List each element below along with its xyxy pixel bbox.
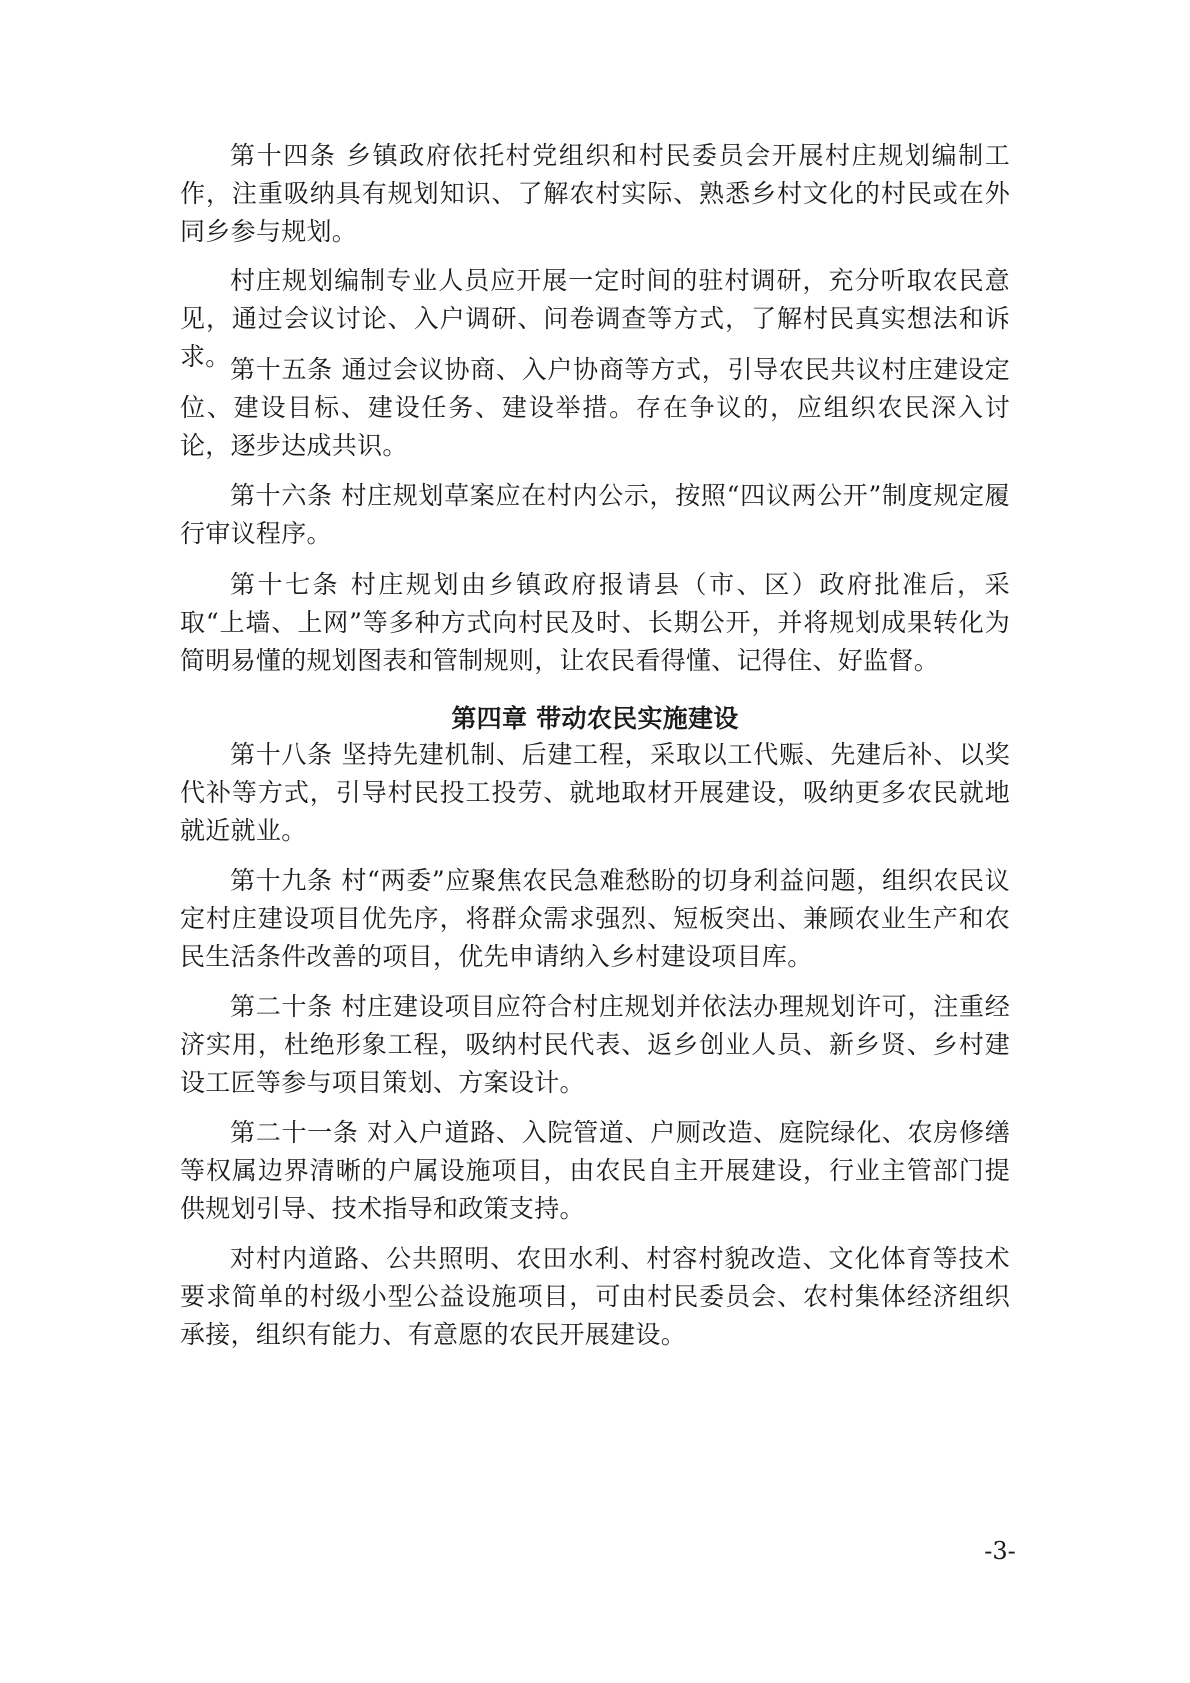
article-18-paragraph: 第十八条 坚持先建机制、后建工程，采取以工代赈、先建后补、以奖代补等方式，引导村民投工投劳、就地取材开展建设，吸纳更多农民就地就近就业。	[180, 740, 1010, 845]
article-14-paragraph: 第十四条 乡镇政府依托村党组织和村民委员会开展村庄规划编制工作，注重吸纳具有规划知识、了解农村实际、熟悉乡村文化的村民或在外同乡参与规划。	[180, 141, 1010, 246]
public-facilities-paragraph: 对村内道路、公共照明、农田水利、村容村貌改造、文化体育等技术要求简单的村级小型公益设施项目，可由村民委员会、农村集体经济组织承接，组织有能力、有意愿的农民开展建设。	[180, 1244, 1010, 1349]
article-19-paragraph: 第十九条 村“两委”应聚焦农民急难愁盼的切身利益问题，组织农民议定村庄建设项目优先序，将群众需求强烈、短板突出、兼顾农业生产和农民生活条件改善的项目，优先申请纳入乡村建设项目库。	[180, 866, 1010, 971]
article-17-paragraph: 第十七条 村庄规划由乡镇政府报请县（市、区）政府批准后，采取“上墙、上网”等多种方式向村民及时、长期公开，并将规划成果转化为简明易懂的规划图表和管制规则，让农民看得懂、记得住、好监督。	[180, 570, 1010, 675]
planning-staff-paragraph: 村庄规划编制专业人员应开展一定时间的驻村调研，充分听取农民意见，通过会议讨论、入户调研、问卷调查等方式，了解村民真实想法和诉求。	[180, 266, 1010, 371]
article-16-paragraph: 第十六条 村庄规划草案应在村内公示，按照“四议两公开”制度规定履行审议程序。	[180, 481, 1010, 548]
page-number: -3-	[984, 1537, 1016, 1565]
chapter-heading: 第四章 带动农民实施建设	[451, 704, 739, 733]
article-15-paragraph: 第十五条 通过会议协商、入户协商等方式，引导农民共议村庄建设定位、建设目标、建设任务、建设举措。存在争议的，应组织农民深入讨论，逐步达成共识。	[180, 355, 1010, 460]
article-21-paragraph: 第二十一条 对入户道路、入院管道、户厕改造、庭院绿化、农房修缮等权属边界清晰的户属设施项目，由农民自主开展建设，行业主管部门提供规划引导、技术指导和政策支持。	[180, 1118, 1010, 1223]
article-20-paragraph: 第二十条 村庄建设项目应符合村庄规划并依法办理规划许可，注重经济实用，杜绝形象工程，吸纳村民代表、返乡创业人员、新乡贤、乡村建设工匠等参与项目策划、方案设计。	[180, 992, 1010, 1097]
